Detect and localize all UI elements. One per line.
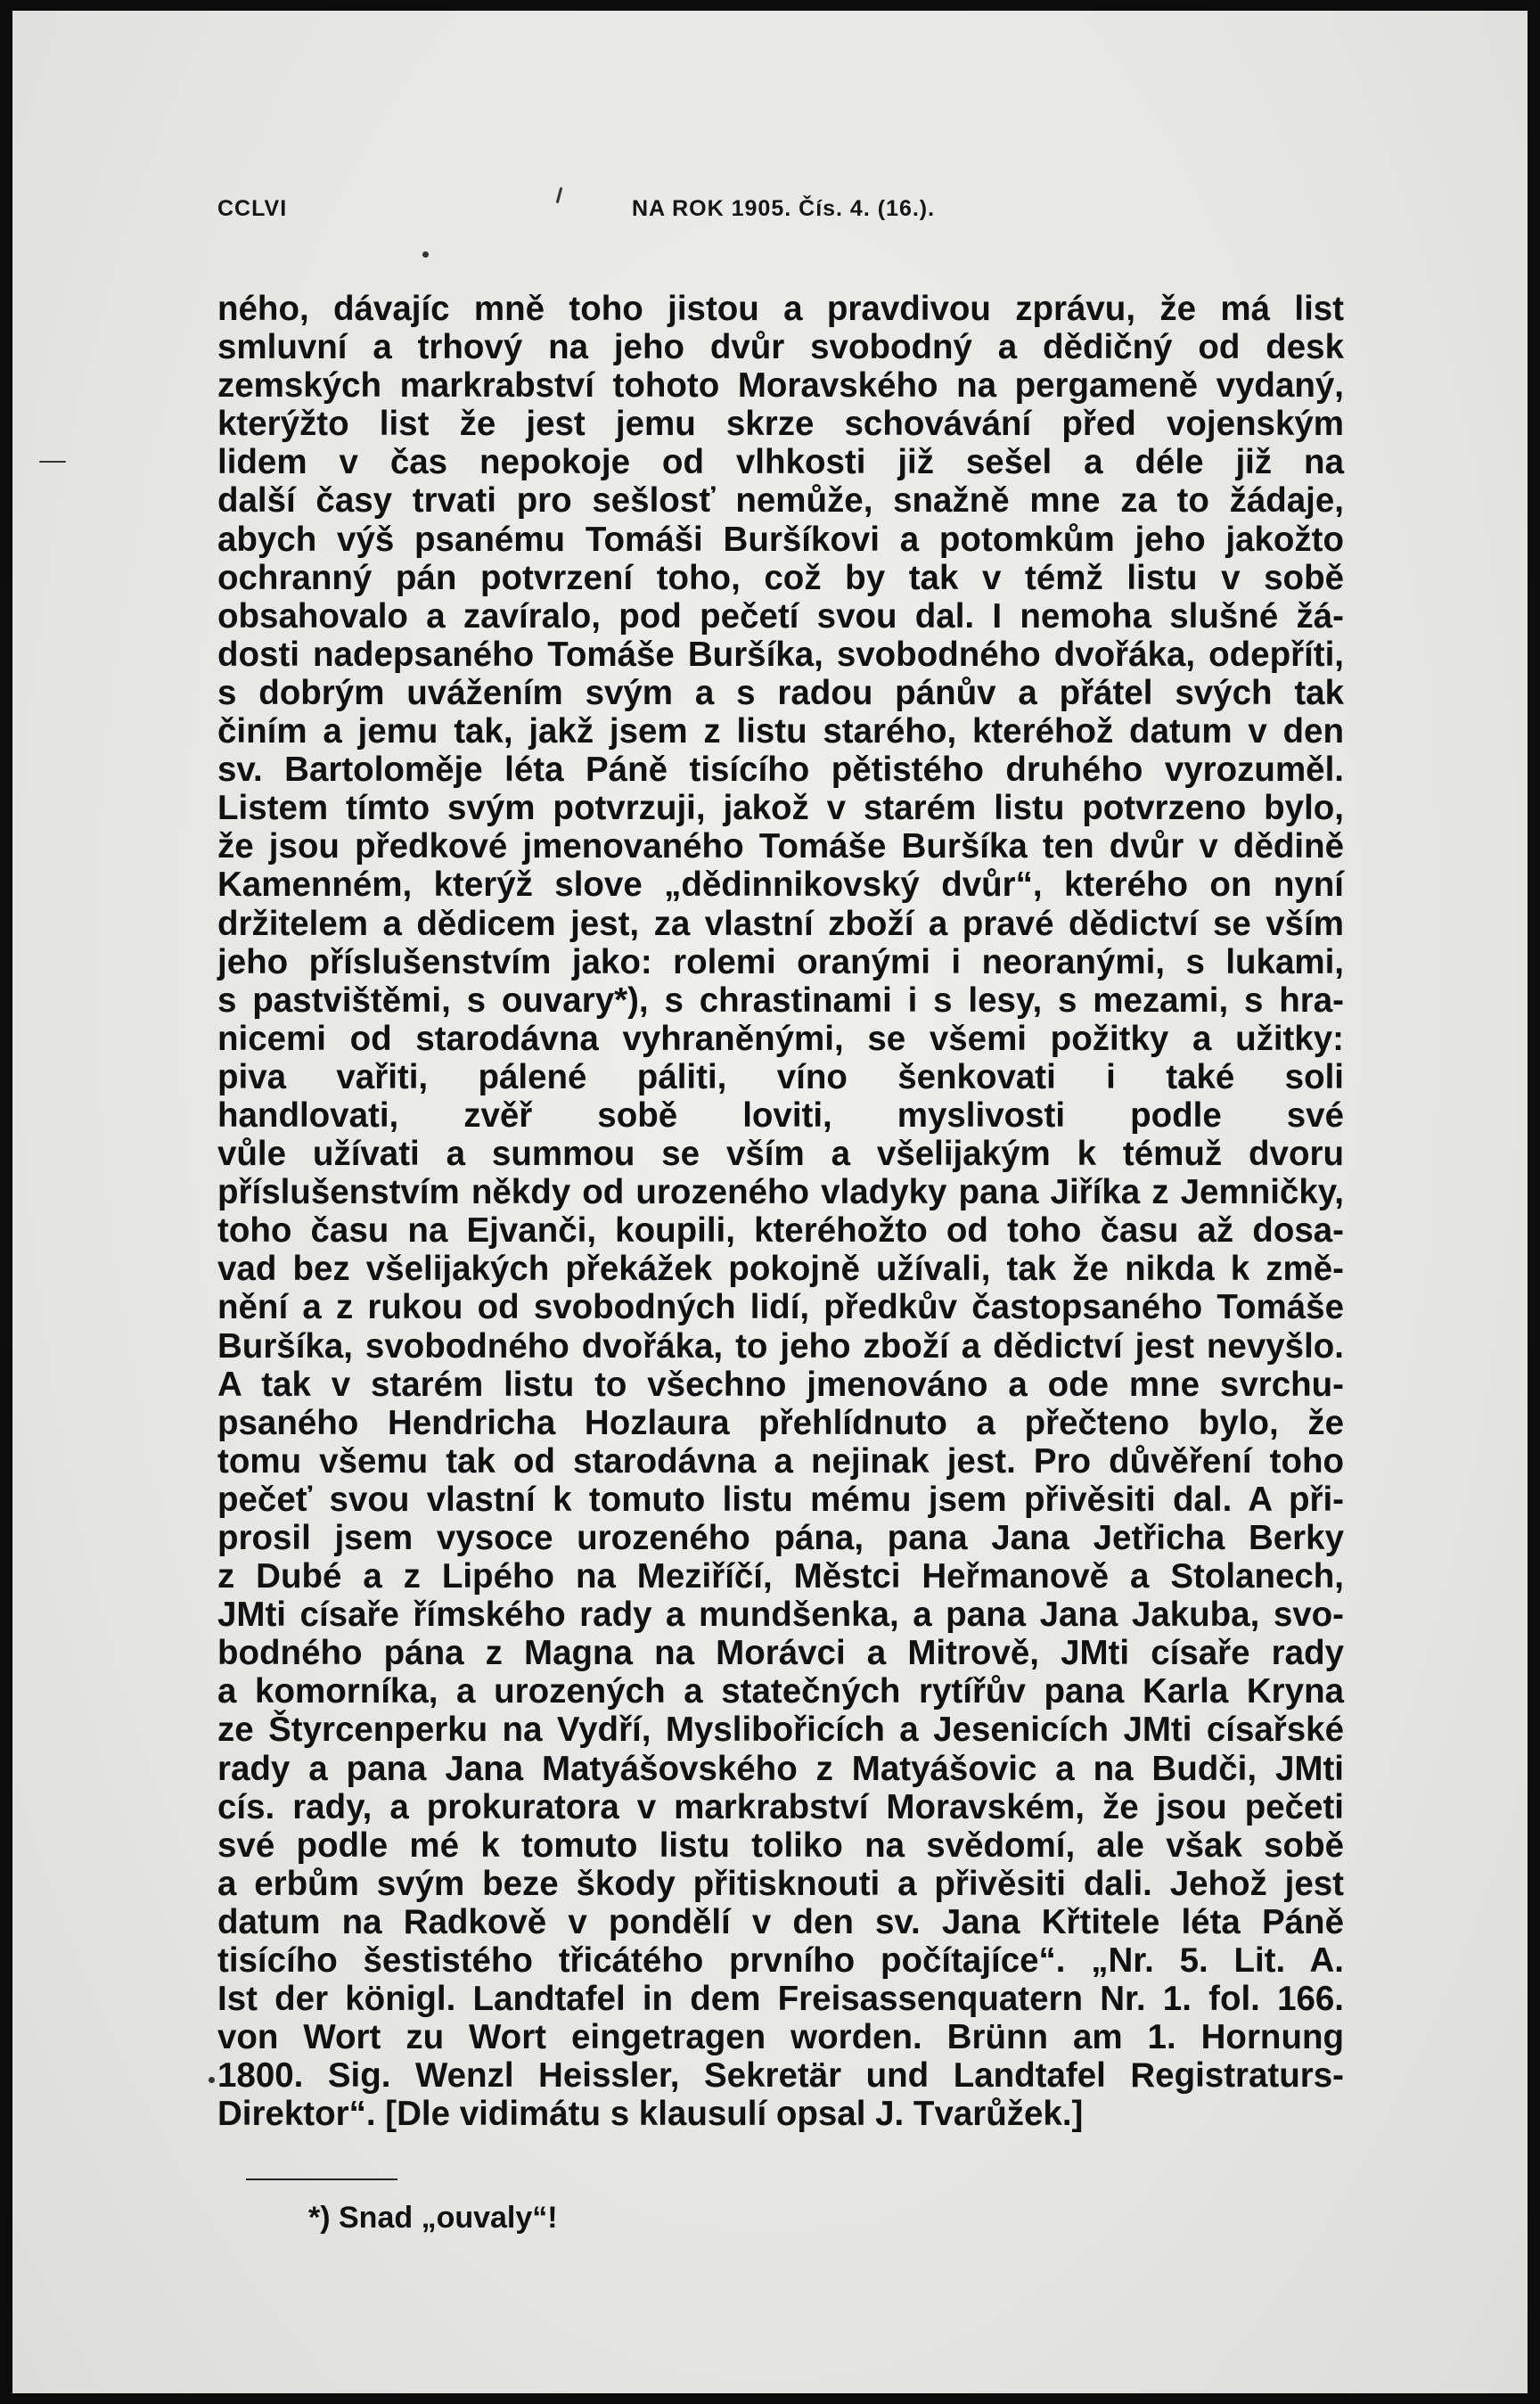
text-line: rady a pana Jana Matyášovského z Matyášovic a na Budči, JMti: [217, 1749, 1344, 1788]
print-speck: [39, 461, 66, 463]
text-line: z Dubé a z Lipého na Meziříčí, Městci Heřmanově a Stolanech,: [217, 1557, 1344, 1596]
print-speck: [209, 2077, 215, 2083]
text-line: že jsou předkové jmenovaného Tomáše Buršíka ten dvůr v dědině: [217, 827, 1344, 866]
text-line: další časy trvati pro sešlosť nemůže, snažně mne za to žádaje,: [217, 481, 1344, 521]
text-line: handlovati, zvěř sobě loviti, myslivosti podle své: [217, 1095, 1344, 1135]
text-line: sv. Bartoloměje léta Páně tisícího pětistého druhého vyrozuměl.: [217, 751, 1344, 790]
text-line: nění a z rukou od svobodných lidí, předkův častopsaného Tomáše: [217, 1288, 1344, 1327]
text-line: držitelem a dědicem jest, za vlastní zboží a pravé dědictví se vším: [217, 904, 1344, 943]
text-line: piva vařiti, pálené páliti, víno šenkovati i také soli: [217, 1057, 1344, 1096]
text-line: činím a jemu tak, jakž jsem z listu starého, kteréhož datum v den: [217, 712, 1344, 751]
text-line: vůle užívati a summou se vším a všelijakým k témuž dvoru: [217, 1135, 1344, 1174]
page-number: CCLVI: [217, 196, 288, 221]
text-line: zemských markrabství tohoto Moravského na pergameně vydaný,: [217, 366, 1344, 406]
text-line: ochranný pán potvrzení toho, což by tak v témž listu v sobě: [217, 558, 1344, 597]
text-line: a erbům svým beze škody přitisknouti a přivěsiti dali. Jehož jest: [217, 1864, 1344, 1903]
print-speck: [422, 251, 429, 258]
text-line: abych výš psanému Tomáši Buršíkovi a potomkům jeho jakožto: [217, 520, 1344, 559]
document-page: [12, 11, 1528, 2393]
text-line: jeho příslušenstvím jako: rolemi oranými i neoranými, s lukami,: [217, 942, 1344, 981]
text-line: tisícího šestistého třicátého prvního počítajíce“. „Nr. 5. Lit. A.: [217, 1941, 1344, 1981]
text-line: lidem v čas nepokoje od vlhkosti již sešel a déle již na: [217, 443, 1344, 482]
text-line: tomu všemu tak od starodávna a nejinak jest. Pro důvěření toho: [217, 1441, 1344, 1481]
text-line: s dobrým uvážením svým a s radou pánův a přátel svých tak: [217, 673, 1344, 712]
text-line: von Wort zu Wort eingetragen worden. Brünn am 1. Hornung: [217, 2018, 1344, 2057]
text-line: JMti císaře římského rady a mundšenka, a pana Jana Jakuba, svo-: [217, 1596, 1344, 1635]
text-line: dosti nadepsaného Tomáše Buršíka, svobodného dvořáka, odepříti,: [217, 635, 1344, 674]
footnote: *) Snad „ouvaly“!: [308, 2201, 558, 2235]
text-line: kterýžto list že jest jemu skrze schovávání před vojenským: [217, 405, 1344, 444]
text-line: Ist der königl. Landtafel in dem Freisassenquatern Nr. 1. fol. 166.: [217, 1980, 1344, 2019]
text-line: bodného pána z Magna na Morávci a Mitrově, JMti císaře rady: [217, 1634, 1344, 1673]
text-line: pečeť svou vlastní k tomuto listu mému jsem přivěsiti dal. A při-: [217, 1480, 1344, 1519]
text-line: Buršíka, svobodného dvořáka, to jeho zboží a dědictví jest nevyšlo.: [217, 1326, 1344, 1366]
text-line: datum na Radkově v pondělí v den sv. Jana Křtitele léta Páně: [217, 1902, 1344, 1941]
footnote-rule: [246, 2178, 397, 2180]
body-text: [217, 290, 1344, 2134]
text-line: a komorníka, a urozených a statečných rytířův pana Karla Kryna: [217, 1672, 1344, 1711]
text-line: ze Štyrcenperku na Vydří, Myslibořicích a Jesenicích JMti císařské: [217, 1711, 1344, 1750]
text-line: A tak v starém listu to všechno jmenováno a ode mne svrchu-: [217, 1365, 1344, 1404]
page-header: [217, 196, 1376, 232]
text-line: obsahovalo a zavíralo, pod pečetí svou dal. I nemoha slušné žá-: [217, 596, 1344, 636]
text-line: své podle mé k tomuto listu toliko na svědomí, ale však sobě: [217, 1826, 1344, 1865]
text-line: cís. rady, a prokuratora v markrabství Moravském, že jsou pečeti: [217, 1787, 1344, 1826]
text-line: příslušenstvím někdy od urozeného vladyky pana Jiříka z Jemničky,: [217, 1173, 1344, 1212]
text-line: smluvní a trhový na jeho dvůr svobodný a dědičný od desk: [217, 328, 1344, 367]
text-line: toho času na Ejvanči, koupili, kteréhožto od toho času až dosa-: [217, 1211, 1344, 1251]
text-line: psaného Hendricha Hozlaura přehlídnuto a přečteno bylo, že: [217, 1403, 1344, 1442]
text-line: prosil jsem vysoce urozeného pána, pana Jana Jetřicha Berky: [217, 1519, 1344, 1557]
text-line: vad bez všelijakých překážek pokojně užívali, tak že nikda k změ-: [217, 1250, 1344, 1289]
text-line: Listem tímto svým potvrzuji, jakož v starém listu potvrzeno bylo,: [217, 789, 1344, 828]
text-line: Direktor“. [Dle vidimátu s klausulí opsal J. Tvarůžek.]: [217, 2095, 1084, 2134]
text-line: ného, dávajíc mně toho jistou a pravdivou zprávu, že má list: [217, 290, 1344, 328]
text-line: nicemi od starodávna vyhraněnými, se všemi požitky a užitky:: [217, 1019, 1344, 1058]
text-line: 1800. Sig. Wenzl Heissler, Sekretär und Landtafel Registraturs-: [217, 2056, 1344, 2096]
text-line: s pastvištěmi, s ouvary*), s chrastinami i s lesy, s mezami, s hra-: [217, 980, 1344, 1020]
running-head: NA ROK 1905. Čís. 4. (16.).: [632, 196, 936, 221]
text-line: Kamenném, kterýž slove „dědinnikovský dvůr“, kterého on nyní: [217, 866, 1344, 905]
